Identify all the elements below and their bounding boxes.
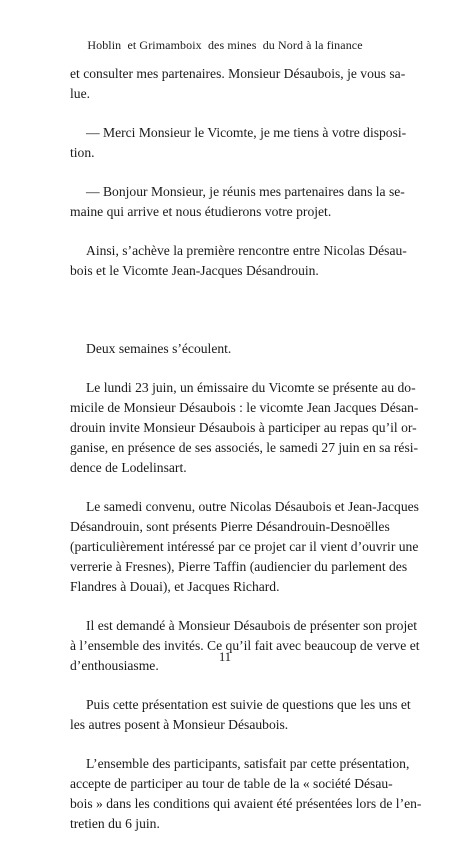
text-line: d’enthousiasme. <box>70 658 159 673</box>
paragraph <box>70 754 422 834</box>
text-line: Le samedi convenu, outre Nicolas Désaubois et Jean-Jacques <box>86 499 419 514</box>
text-line: Le lundi 23 juin, un émissaire du Vicomte se présente au do- <box>86 380 416 395</box>
text-line: dence de Lodelinsart. <box>70 460 187 475</box>
paragraph <box>70 339 370 359</box>
paragraph <box>70 182 405 222</box>
text-line: micile de Monsieur Désaubois : le vicomte Jean Jacques Désan- <box>70 400 419 415</box>
body-text <box>70 64 422 853</box>
text-line: Ainsi, s’achève la première rencontre entre Nicolas Désau- <box>86 243 407 258</box>
text-line: verrerie à Fresnes), Pierre Taffin (audiencier du parlement des <box>70 559 408 574</box>
text-line: — Merci Monsieur le Vicomte, je me tiens à votre disposi- <box>86 125 407 140</box>
paragraph <box>70 241 407 281</box>
text-line: Flandres à Douai), et Jacques Richard. <box>70 579 280 594</box>
text-line: les autres posent à Monsieur Désaubois. <box>70 717 289 732</box>
text-line: (particulièrement intéressé par ce projet car il vient d’ouvrir une <box>70 539 419 554</box>
text-line: lue. <box>70 86 91 101</box>
paragraph <box>70 378 419 478</box>
text-line: maine qui arrive et nous étudierons votre projet. <box>70 204 332 219</box>
text-line: tretien du 6 juin. <box>70 816 160 831</box>
text-line: bois » dans les conditions qui avaient été présentées lors de l’en- <box>70 796 422 811</box>
text-line: L’ensemble des participants, satisfait par cette présentation, <box>86 756 410 771</box>
text-line: et consulter mes partenaires. Monsieur Désaubois, je vous sa- <box>70 66 406 81</box>
paragraph <box>70 497 419 597</box>
text-line: Désandrouin, sont présents Pierre Désandrouin-Desnoëlles <box>70 519 390 534</box>
text-line: Il est demandé à Monsieur Désaubois de présenter son projet <box>86 618 418 633</box>
text-line: tion. <box>70 145 95 160</box>
text-line: ganise, en présence de ses associés, le samedi 27 juin en sa rési- <box>70 440 419 455</box>
paragraph <box>70 123 407 163</box>
text-line: Puis cette présentation est suivie de questions que les uns et <box>86 697 411 712</box>
text-line: accepte de participer au tour de table de la « société Désau- <box>70 776 393 791</box>
running-header: Hoblin et Grimamboix des mines du Nord à la finance <box>87 38 363 52</box>
paragraph <box>70 616 420 676</box>
paragraph <box>70 64 406 104</box>
text-line: Deux semaines s’écoulent. <box>86 341 232 356</box>
text-line: — Bonjour Monsieur, je réunis mes partenaires dans la se- <box>86 184 405 199</box>
text-line: bois et le Vicomte Jean-Jacques Désandrouin. <box>70 263 319 278</box>
text-line: à l’ensemble des invités. Ce qu’il fait avec beaucoup de verve et <box>70 638 420 653</box>
text-line: drouin invite Monsieur Désaubois à participer au repas qu’il or- <box>70 420 417 435</box>
page-number: 11 <box>218 650 232 664</box>
paragraph <box>70 695 411 735</box>
